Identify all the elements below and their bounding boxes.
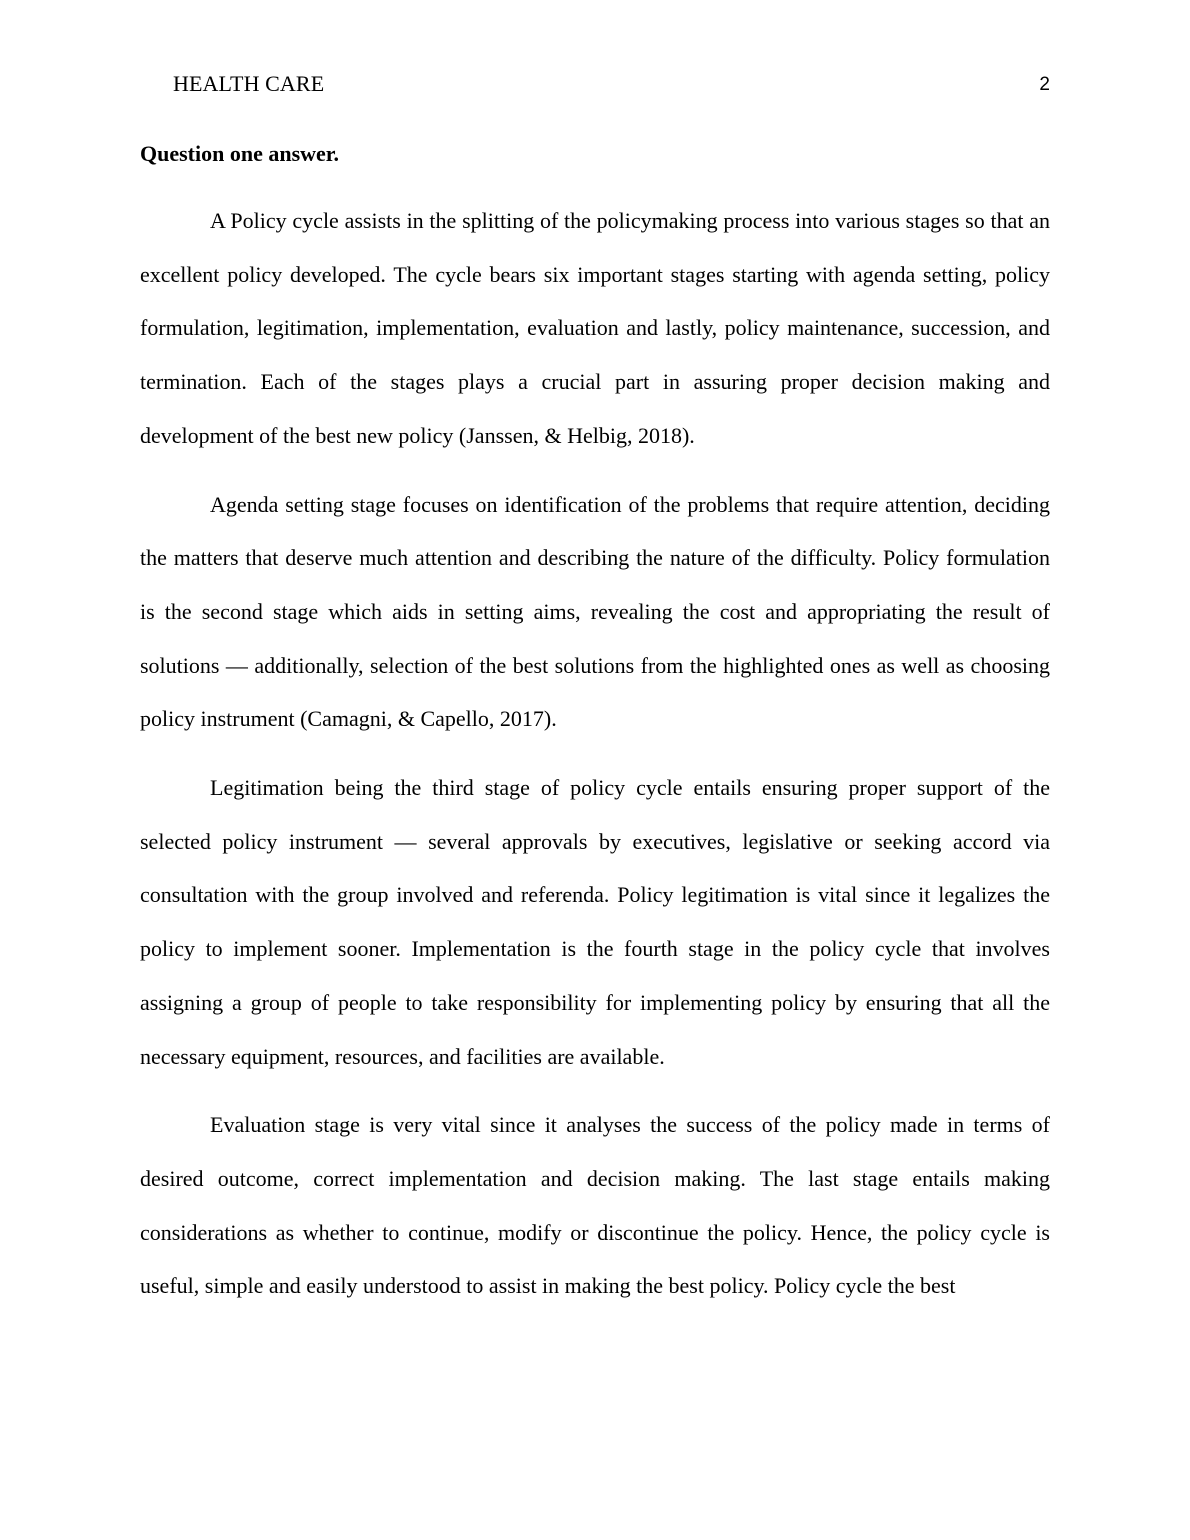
paragraph-agenda-formulation: Agenda setting stage focuses on identification of the problems that require attention, deciding the matters that deserve much attention and describing the nature of the difficulty. Policy formulation is the second stage which aids in setting aims, revealing the cost and appropriating the result of solutions — additionally, selection of the best solutions from the highlighted ones as well as choosing policy instrument (Camagni, & Capello, 2017). [140,491,1050,732]
section-heading: Question one answer. [140,141,340,166]
paragraph-evaluation: Evaluation stage is very vital since it analyses the success of the policy made in terms of desired outcome, correct implementation and decision making. The last stage entails making considerations as whether to continue, modify or discontinue the policy. Hence, the policy cycle is useful, simple and easily understood to assist in making the best policy. Policy cycle the best [140,1112,1050,1299]
paragraph-legitimation-implementation: Legitimation being the third stage of policy cycle entails ensuring proper support of the selected policy instrument — several approvals by executives, legislative or seeking accord via consultation with the group involved and referenda. Policy legitimation is vital since it legalizes the policy to implement sooner. Implementation is the fourth stage in the policy cycle that involves assigning a group of people to take responsibility for implementing policy by ensuring that all the necessary equipment, resources, and facilities are available. [140,775,1050,1069]
running-head: HEALTH CARE [173,71,325,96]
paragraph-policy-cycle-intro: A Policy cycle assists in the splitting of the policymaking process into various stages so that an excellent policy developed. The cycle bears six important stages starting with agenda setting, policy formulation, legitimation, implementation, evaluation and lastly, policy maintenance, succession, and termination. Each of the stages plays a crucial part in assuring proper decision making and development of the best new policy (Janssen, & Helbig, 2018). [140,208,1050,448]
page-number: 2 [1039,74,1050,95]
document-body [140,140,1050,1328]
